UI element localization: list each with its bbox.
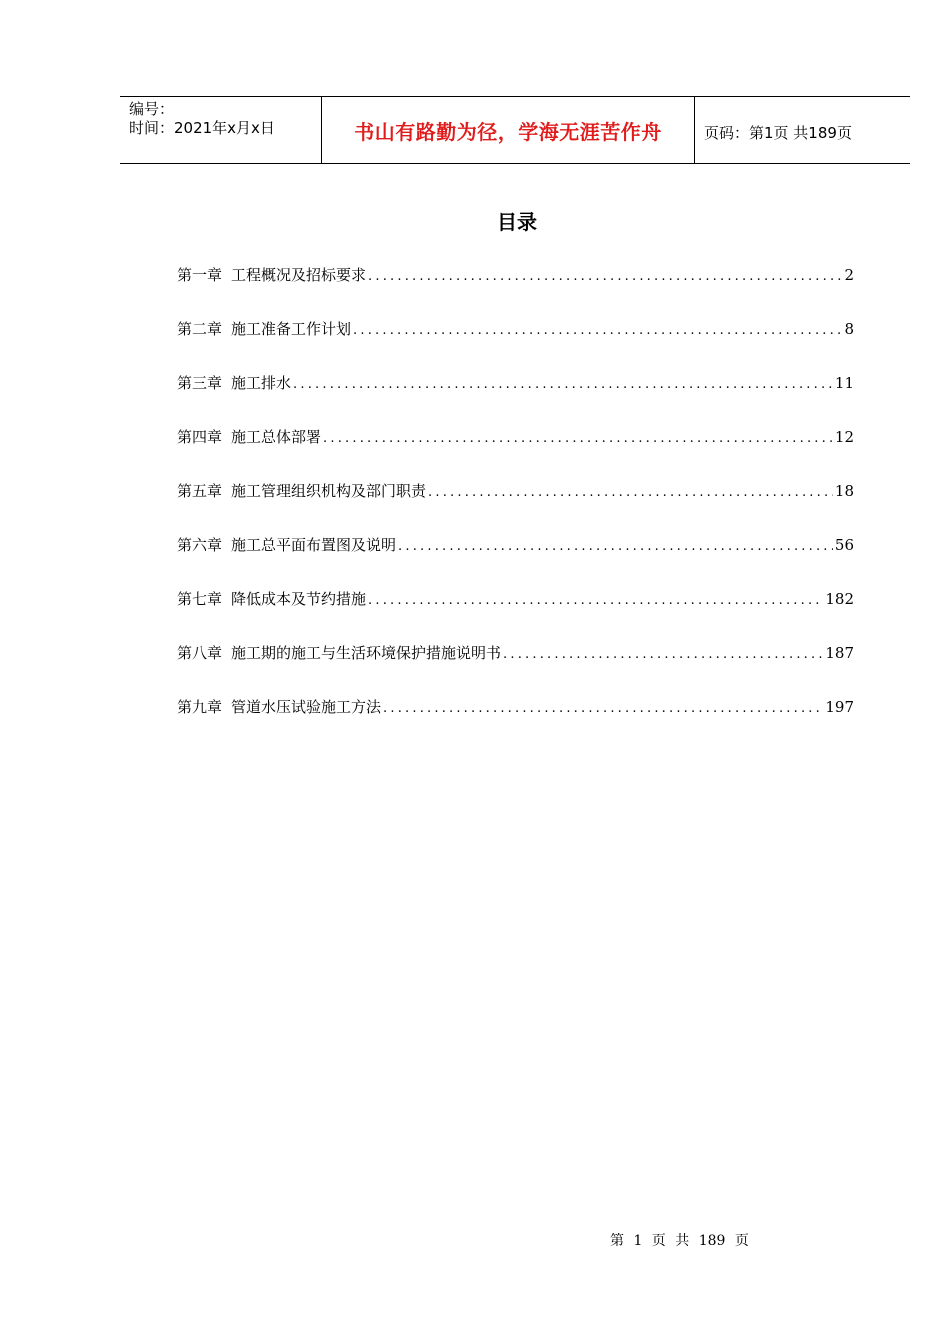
toc-chapter-number: 第五章 <box>177 482 223 500</box>
toc-entry[interactable] <box>177 534 854 588</box>
table-of-contents <box>177 264 854 750</box>
header-motto: 书山有路勤为径，学海无涯苦作舟 <box>321 97 695 163</box>
toc-entry[interactable] <box>177 264 854 318</box>
toc-chapter-title: 工程概况及招标要求 <box>231 266 367 284</box>
toc-chapter-title: 施工总平面布置图及说明 <box>231 536 397 554</box>
toc-dot-leader <box>503 644 823 666</box>
toc-chapter-title: 管道水压试验施工方法 <box>231 698 382 716</box>
toc-entry[interactable] <box>177 642 854 696</box>
document-time-label: 时间：2021年x月x日 <box>129 119 275 137</box>
toc-chapter-number: 第一章 <box>177 266 223 284</box>
toc-dot-leader <box>323 428 833 450</box>
toc-dot-leader <box>428 482 833 504</box>
toc-entry[interactable] <box>177 426 854 480</box>
toc-title: 目录 <box>497 210 537 234</box>
toc-dot-leader <box>383 698 823 720</box>
toc-entry[interactable] <box>177 588 854 642</box>
document-number-label: 编号： <box>129 100 175 118</box>
page-header <box>120 96 910 164</box>
toc-chapter-title: 施工期的施工与生活环境保护措施说明书 <box>231 644 502 662</box>
toc-page-number: 12 <box>834 428 854 446</box>
toc-page-number: 18 <box>834 482 854 500</box>
toc-chapter-title: 施工管理组织机构及部门职责 <box>231 482 427 500</box>
toc-chapter-number: 第八章 <box>177 644 223 662</box>
toc-dot-leader <box>368 590 823 612</box>
toc-chapter-number: 第九章 <box>177 698 223 716</box>
toc-page-number: 2 <box>844 266 854 284</box>
toc-dot-leader <box>293 374 833 396</box>
toc-chapter-number: 第七章 <box>177 590 223 608</box>
toc-entry[interactable] <box>177 318 854 372</box>
page-footer: 第 1 页 共 189 页 <box>610 1233 749 1249</box>
toc-page-number: 56 <box>834 536 854 554</box>
toc-chapter-title: 施工排水 <box>231 374 292 392</box>
toc-entry[interactable] <box>177 696 854 750</box>
toc-chapter-number: 第四章 <box>177 428 223 446</box>
toc-chapter-title: 施工准备工作计划 <box>231 320 352 338</box>
toc-page-number: 182 <box>825 590 854 608</box>
toc-page-number: 8 <box>844 320 854 338</box>
toc-chapter-number: 第六章 <box>177 536 223 554</box>
toc-dot-leader <box>353 320 842 342</box>
toc-page-number: 11 <box>834 374 854 392</box>
toc-dot-leader <box>368 266 842 288</box>
header-page-number: 页码：第1页 共189页 <box>704 123 852 142</box>
toc-entry[interactable] <box>177 480 854 534</box>
toc-chapter-title: 施工总体部署 <box>231 428 322 446</box>
toc-page-number: 187 <box>825 644 854 662</box>
toc-chapter-title: 降低成本及节约措施 <box>231 590 367 608</box>
toc-entry[interactable] <box>177 372 854 426</box>
toc-chapter-number: 第三章 <box>177 374 223 392</box>
header-meta <box>120 97 321 163</box>
toc-chapter-number: 第二章 <box>177 320 223 338</box>
toc-page-number: 197 <box>825 698 854 716</box>
toc-dot-leader <box>398 536 833 558</box>
